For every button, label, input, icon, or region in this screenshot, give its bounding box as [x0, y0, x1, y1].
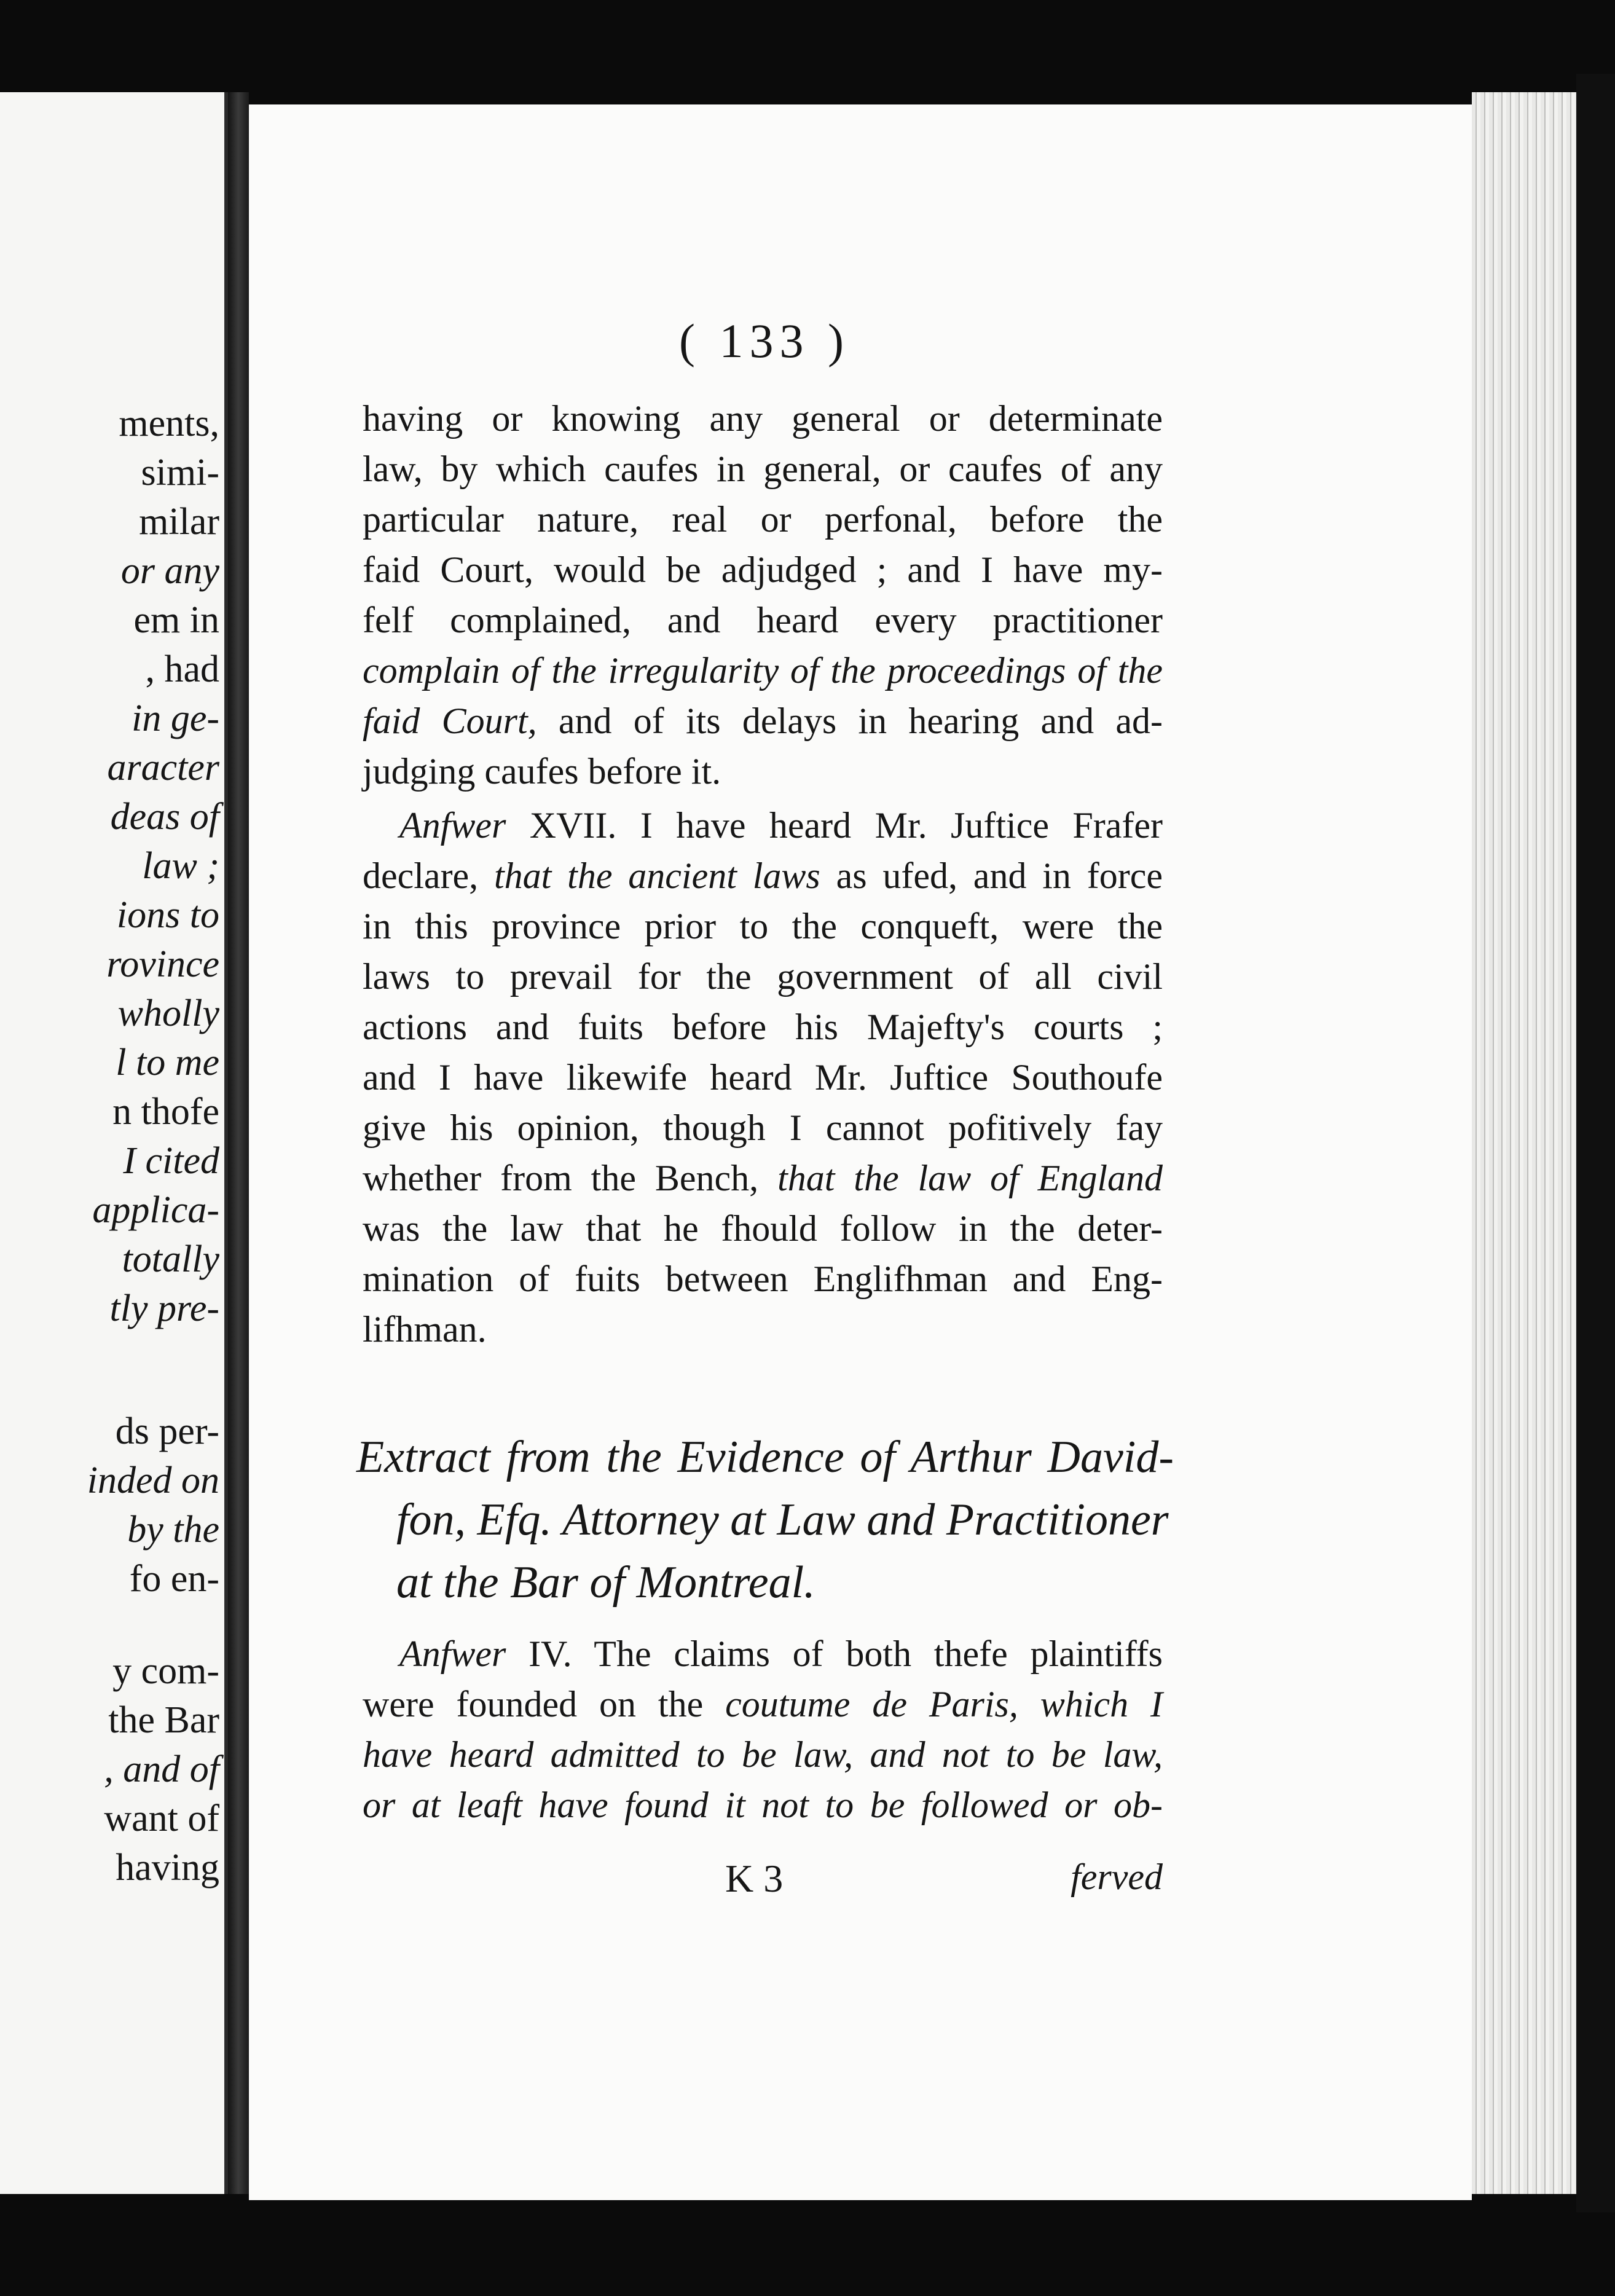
text-segment: Anfwer	[399, 1634, 506, 1674]
text-segment: that the ancient laws	[494, 855, 820, 896]
text-segment: as ufed, and in force	[820, 855, 1163, 896]
left-page-line: law ;	[142, 845, 219, 887]
left-page	[0, 92, 228, 2194]
paragraph-1	[363, 393, 1163, 796]
text-segment: or at leaft have found it not to be followed or ob-	[363, 1785, 1163, 1825]
text-line	[363, 1780, 1163, 1830]
text-line	[363, 645, 1163, 696]
left-page-line: tly pre-	[109, 1288, 219, 1329]
heading-line-2: fon, Efq. Attorney at Law and Practitioner	[396, 1495, 1169, 1545]
left-page-line: I cited	[123, 1140, 219, 1182]
text-segment: law, by which caufes in general, or caufes of any	[363, 449, 1163, 489]
page-footer	[363, 1856, 1163, 1905]
book-gutter	[228, 92, 249, 2194]
text-line	[363, 746, 1163, 796]
text-segment: felf complained, and heard every practitioner	[363, 600, 1163, 640]
heading-line-1: Extract from the Evidence of Arthur David-	[356, 1432, 1174, 1482]
text-segment: give his opinion, though I cannot pofitively fay	[363, 1107, 1163, 1148]
left-page-line: by the	[127, 1509, 219, 1551]
left-page-line: in ge-	[132, 698, 219, 739]
text-line	[363, 595, 1163, 645]
left-page-line: l to me	[116, 1042, 219, 1083]
text-segment: judging caufes before it.	[363, 751, 721, 792]
text-line	[363, 1203, 1163, 1254]
text-line	[363, 1103, 1163, 1153]
text-line	[363, 851, 1163, 901]
left-page-line: the Bar	[108, 1699, 219, 1741]
text-segment: in this province prior to the conqueft, were the	[363, 906, 1163, 946]
text-segment: declare,	[363, 855, 494, 896]
left-page-line: wholly	[117, 993, 219, 1034]
text-segment: laws to prevail for the government of all civil	[363, 956, 1163, 997]
text-segment: complain of the irregularity of the proceedings of the	[363, 650, 1163, 691]
text-line	[363, 444, 1163, 494]
signature-mark: K 3	[725, 1857, 784, 1900]
paragraph-answer-iv	[363, 1629, 1163, 1830]
text-line	[363, 951, 1163, 1002]
left-page-line: totally	[122, 1238, 219, 1280]
text-line	[363, 901, 1163, 951]
text-line	[363, 1629, 1163, 1679]
left-page-line: simi-	[141, 452, 219, 493]
text-segment: IV. The claims of both thefe plaintiffs	[506, 1634, 1163, 1674]
left-page-line: applica-	[92, 1189, 219, 1231]
heading-line-3: at the Bar of Montreal.	[396, 1557, 815, 1608]
left-page-line: inded on	[87, 1460, 219, 1501]
left-page-line: having	[116, 1847, 219, 1889]
left-page-line: want of	[104, 1798, 219, 1839]
text-segment: were founded on the	[363, 1684, 726, 1724]
left-page-line: n thofe	[112, 1091, 219, 1133]
text-line	[363, 1002, 1163, 1052]
left-page-line: ds per-	[115, 1410, 219, 1452]
text-segment: particular nature, real or perfonal, before the	[363, 499, 1163, 540]
text-line	[363, 545, 1163, 595]
left-page-line: aracter	[107, 747, 219, 788]
left-page-line: em in	[133, 599, 219, 641]
text-segment: and I have likewife heard Mr. Juftice Southoufe	[363, 1057, 1163, 1098]
text-line	[363, 1153, 1163, 1203]
left-page-line: y com-	[112, 1650, 219, 1692]
text-segment: whether from the Bench,	[363, 1158, 778, 1198]
text-line	[363, 1679, 1163, 1729]
left-page-line: , had	[145, 648, 219, 690]
text-segment: have heard admitted to be law, and not to be law,	[363, 1734, 1163, 1775]
left-page-line: , and of	[104, 1748, 219, 1790]
text-line	[363, 393, 1163, 444]
section-heading	[356, 1426, 1174, 1614]
text-line	[363, 1729, 1163, 1780]
text-segment: XVII. I have heard Mr. Juftice Frafer	[506, 805, 1163, 846]
text-segment: faid Court,	[363, 701, 537, 741]
text-segment: having or knowing any general or determinate	[363, 398, 1163, 439]
text-segment: lifhman.	[363, 1309, 487, 1350]
text-segment: mination of fuits between Englifhman and Eng-	[363, 1259, 1163, 1299]
text-line	[363, 800, 1163, 851]
text-segment: that the law of England	[777, 1158, 1163, 1198]
catchword: ferved	[1071, 1857, 1163, 1897]
left-page-line: rovince	[106, 943, 219, 985]
text-segment: and of its delays in hearing and ad-	[536, 701, 1163, 741]
text-segment: was the law that he fhould follow in the deter-	[363, 1208, 1163, 1249]
scan-border	[1576, 74, 1615, 2212]
text-line	[363, 1254, 1163, 1304]
text-line	[363, 494, 1163, 545]
text-line	[363, 696, 1163, 746]
text-segment: faid Court, would be adjudged ; and I have my-	[363, 549, 1163, 590]
text-line	[363, 1304, 1163, 1354]
text-line	[363, 1052, 1163, 1103]
page-number: ( 133 )	[679, 314, 850, 368]
text-segment: coutume de Paris, which I	[725, 1684, 1163, 1724]
left-page-line: ments,	[119, 403, 219, 444]
text-segment: Anfwer	[399, 805, 506, 846]
paragraph-answer-xvii	[363, 800, 1163, 1354]
left-page-line: milar	[139, 501, 219, 543]
left-page-line: fo en-	[129, 1558, 219, 1600]
page-edges	[1472, 92, 1576, 2194]
left-page-line: ions to	[116, 894, 219, 936]
left-page-line: or any	[120, 550, 219, 592]
left-page-line: deas of	[110, 796, 219, 838]
text-segment: actions and fuits before his Majefty's courts ;	[363, 1007, 1163, 1047]
